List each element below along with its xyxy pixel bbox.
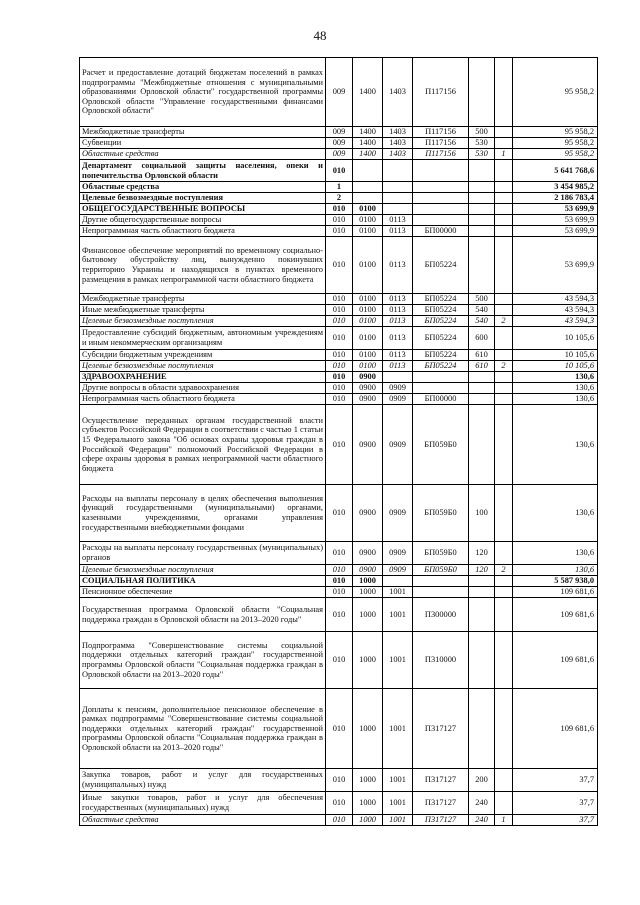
row-funding-source: [495, 769, 513, 792]
row-funding-source: [495, 193, 513, 204]
row-amount: 95 958,2: [513, 138, 598, 149]
row-description: Непрограммная часть областного бюджета: [80, 394, 326, 405]
row-amount: 10 105,6: [513, 361, 598, 372]
row-section-code: 0100: [353, 294, 383, 305]
row-subsection-code: 0113: [383, 226, 413, 237]
row-expense-type: 200: [469, 769, 495, 792]
row-subsection-code: 0909: [383, 383, 413, 394]
row-subsection-code: 1001: [383, 598, 413, 632]
row-amount: 95 958,2: [513, 127, 598, 138]
row-description: СОЦИАЛЬНАЯ ПОЛИТИКА: [80, 576, 326, 587]
row-amount: 10 105,6: [513, 350, 598, 361]
row-expense-type: 500: [469, 127, 495, 138]
row-department-code: 010: [326, 405, 353, 485]
row-subsection-code: 0113: [383, 305, 413, 316]
row-target-article: БП05224: [413, 294, 469, 305]
row-section-code: [353, 160, 383, 182]
row-subsection-code: 0113: [383, 361, 413, 372]
row-funding-source: 1: [495, 149, 513, 160]
row-department-code: 010: [326, 689, 353, 769]
row-section-code: 0900: [353, 565, 383, 576]
row-subsection-code: 1001: [383, 792, 413, 815]
row-expense-type: [469, 598, 495, 632]
row-department-code: 010: [326, 350, 353, 361]
row-funding-source: [495, 160, 513, 182]
row-description: Закупка товаров, работ и услуг для государственных (муниципальных) нужд: [80, 769, 326, 792]
row-expense-type: [469, 193, 495, 204]
row-department-code: 010: [326, 361, 353, 372]
row-target-article: БП00000: [413, 394, 469, 405]
row-target-article: П117156: [413, 149, 469, 160]
row-target-article: БП05224: [413, 350, 469, 361]
row-amount: 130,6: [513, 485, 598, 542]
row-target-article: П117156: [413, 58, 469, 127]
row-target-article: П117156: [413, 127, 469, 138]
row-amount: 43 594,3: [513, 316, 598, 327]
row-target-article: П317127: [413, 815, 469, 826]
row-section-code: 0100: [353, 305, 383, 316]
row-subsection-code: 0113: [383, 350, 413, 361]
row-funding-source: 2: [495, 361, 513, 372]
row-target-article: БП00000: [413, 226, 469, 237]
row-funding-source: 2: [495, 316, 513, 327]
row-amount: 37,7: [513, 792, 598, 815]
row-description: Целевые безвозмездные поступления: [80, 565, 326, 576]
row-section-code: 0900: [353, 542, 383, 565]
row-section-code: 1400: [353, 127, 383, 138]
row-description: Финансовое обеспечение мероприятий по временному социально-бытовому обустройству лиц, вынужденно покинувших территорию Украины и находящихся в пунктах временного размещения в рамках непрограммной части областного бюджета: [80, 237, 326, 294]
row-funding-source: [495, 350, 513, 361]
row-section-code: 0900: [353, 485, 383, 542]
row-description: Целевые безвозмездные поступления: [80, 316, 326, 327]
row-description: Пенсионное обеспечение: [80, 587, 326, 598]
row-target-article: [413, 204, 469, 215]
row-section-code: [353, 182, 383, 193]
row-subsection-code: [383, 204, 413, 215]
row-subsection-code: 0113: [383, 215, 413, 226]
row-amount: 109 681,6: [513, 689, 598, 769]
row-description: Межбюджетные трансферты: [80, 294, 326, 305]
table-row: [80, 485, 598, 542]
row-department-code: 010: [326, 160, 353, 182]
row-section-code: 1000: [353, 587, 383, 598]
row-expense-type: 610: [469, 350, 495, 361]
row-amount: 43 594,3: [513, 305, 598, 316]
row-description: Доплаты к пенсиям, дополнительное пенсионное обеспечение в рамках подпрограммы "Совершенствование системы социальной поддержки отдельных категорий граждан" государственной программы Орловской области "Социальная поддержка граждан в Орловской области на 2013–2020 годы": [80, 689, 326, 769]
row-department-code: 010: [326, 576, 353, 587]
row-expense-type: [469, 58, 495, 127]
row-target-article: П117156: [413, 138, 469, 149]
row-description: Целевые безвозмездные поступления: [80, 361, 326, 372]
row-section-code: 1000: [353, 769, 383, 792]
table-row: [80, 305, 598, 316]
row-target-article: БП05224: [413, 316, 469, 327]
row-expense-type: [469, 576, 495, 587]
row-department-code: 010: [326, 598, 353, 632]
table-row: [80, 383, 598, 394]
row-section-code: 0900: [353, 372, 383, 383]
row-department-code: 009: [326, 138, 353, 149]
row-subsection-code: 1001: [383, 587, 413, 598]
row-funding-source: [495, 182, 513, 193]
table-row: [80, 769, 598, 792]
row-section-code: 0100: [353, 316, 383, 327]
row-section-code: 0100: [353, 204, 383, 215]
row-target-article: П317127: [413, 689, 469, 769]
row-department-code: 010: [326, 394, 353, 405]
row-subsection-code: 1403: [383, 58, 413, 127]
row-section-code: 0100: [353, 237, 383, 294]
row-subsection-code: [383, 182, 413, 193]
row-description: Областные средства: [80, 149, 326, 160]
page-number: 48: [313, 28, 327, 43]
row-subsection-code: 0909: [383, 485, 413, 542]
row-department-code: 2: [326, 193, 353, 204]
row-description: Непрограммная часть областного бюджета: [80, 226, 326, 237]
table-row: [80, 361, 598, 372]
row-subsection-code: 0909: [383, 542, 413, 565]
table-row: [80, 138, 598, 149]
row-description: Государственная программа Орловской области "Социальная поддержка граждан в Орловской области на 2013–2020 годы": [80, 598, 326, 632]
row-department-code: 010: [326, 587, 353, 598]
row-department-code: 010: [326, 316, 353, 327]
row-expense-type: [469, 372, 495, 383]
row-subsection-code: [383, 193, 413, 204]
row-expense-type: [469, 182, 495, 193]
row-department-code: 010: [326, 204, 353, 215]
row-subsection-code: 0909: [383, 565, 413, 576]
row-section-code: 0100: [353, 215, 383, 226]
row-description: Областные средства: [80, 182, 326, 193]
row-subsection-code: 1001: [383, 689, 413, 769]
row-target-article: БП059Б0: [413, 542, 469, 565]
row-expense-type: 530: [469, 149, 495, 160]
row-amount: 130,6: [513, 383, 598, 394]
row-funding-source: [495, 632, 513, 689]
row-target-article: БП059Б0: [413, 485, 469, 542]
row-expense-type: [469, 405, 495, 485]
row-section-code: 1400: [353, 149, 383, 160]
table-row: [80, 576, 598, 587]
row-description: ЗДРАВООХРАНЕНИЕ: [80, 372, 326, 383]
row-target-article: П317127: [413, 792, 469, 815]
row-description: Иные межбюджетные трансферты: [80, 305, 326, 316]
row-department-code: 010: [326, 372, 353, 383]
row-amount: 3 454 985,2: [513, 182, 598, 193]
table-row: [80, 149, 598, 160]
row-funding-source: [495, 598, 513, 632]
row-department-code: 010: [326, 327, 353, 350]
row-target-article: БП05224: [413, 361, 469, 372]
row-section-code: 1000: [353, 576, 383, 587]
row-department-code: 010: [326, 769, 353, 792]
table-row: [80, 204, 598, 215]
row-expense-type: [469, 237, 495, 294]
row-target-article: П317127: [413, 769, 469, 792]
table-row: [80, 327, 598, 350]
row-section-code: 1000: [353, 792, 383, 815]
row-target-article: БП05224: [413, 327, 469, 350]
row-expense-type: 240: [469, 792, 495, 815]
row-department-code: 010: [326, 815, 353, 826]
row-funding-source: [495, 576, 513, 587]
row-section-code: 1000: [353, 689, 383, 769]
row-description: Другие общегосударственные вопросы: [80, 215, 326, 226]
row-description: Расчет и предоставление дотаций бюджетам поселений в рамках подпрограммы "Межбюджетные отношения с муниципальными образованиями Орловской области" государственной программы Орловской области "Управление государственными финансами Орловской области": [80, 58, 326, 127]
table-row: [80, 316, 598, 327]
table-row: [80, 58, 598, 127]
row-amount: 130,6: [513, 394, 598, 405]
row-amount: 109 681,6: [513, 587, 598, 598]
row-funding-source: [495, 215, 513, 226]
row-funding-source: [495, 542, 513, 565]
row-funding-source: [495, 226, 513, 237]
row-target-article: П300000: [413, 598, 469, 632]
row-description: ОБЩЕГОСУДАРСТВЕННЫЕ ВОПРОСЫ: [80, 204, 326, 215]
table-body: [80, 58, 598, 826]
row-section-code: 1000: [353, 815, 383, 826]
row-subsection-code: 0909: [383, 394, 413, 405]
row-section-code: 0100: [353, 327, 383, 350]
row-expense-type: 530: [469, 138, 495, 149]
row-amount: 53 699,9: [513, 215, 598, 226]
row-description: Предоставление субсидий бюджетным, автономным учреждениям и иным некоммерческим организациям: [80, 327, 326, 350]
row-subsection-code: 1001: [383, 769, 413, 792]
row-target-article: [413, 576, 469, 587]
row-subsection-code: 0113: [383, 237, 413, 294]
row-subsection-code: 1001: [383, 815, 413, 826]
row-section-code: 0900: [353, 394, 383, 405]
row-funding-source: [495, 127, 513, 138]
row-department-code: 010: [326, 632, 353, 689]
row-target-article: БП059Б0: [413, 565, 469, 576]
row-expense-type: 120: [469, 565, 495, 576]
row-funding-source: [495, 792, 513, 815]
row-department-code: 010: [326, 565, 353, 576]
row-department-code: 010: [326, 542, 353, 565]
row-subsection-code: 0909: [383, 405, 413, 485]
table-row: [80, 815, 598, 826]
row-department-code: 010: [326, 226, 353, 237]
budget-table: [79, 57, 598, 826]
row-department-code: 009: [326, 127, 353, 138]
row-department-code: 010: [326, 792, 353, 815]
row-funding-source: [495, 138, 513, 149]
table-row: [80, 689, 598, 769]
table-row: [80, 587, 598, 598]
row-amount: 43 594,3: [513, 294, 598, 305]
row-funding-source: [495, 383, 513, 394]
row-target-article: [413, 182, 469, 193]
row-section-code: 1000: [353, 632, 383, 689]
table-row: [80, 565, 598, 576]
row-subsection-code: [383, 160, 413, 182]
table-row: [80, 294, 598, 305]
row-department-code: 009: [326, 149, 353, 160]
row-funding-source: [495, 372, 513, 383]
row-funding-source: [495, 394, 513, 405]
row-funding-source: [495, 485, 513, 542]
row-description: Подпрограмма "Совершенствование системы социальной поддержки отдельных категорий граждан" государственной программы Орловской области "Социальная поддержка граждан в Орловской области на 2013–2020 годы": [80, 632, 326, 689]
row-funding-source: [495, 204, 513, 215]
row-target-article: [413, 193, 469, 204]
row-section-code: 1400: [353, 58, 383, 127]
table-row: [80, 215, 598, 226]
row-funding-source: 1: [495, 815, 513, 826]
row-section-code: 0900: [353, 383, 383, 394]
table-row: [80, 226, 598, 237]
row-section-code: 1000: [353, 598, 383, 632]
row-amount: 109 681,6: [513, 632, 598, 689]
row-amount: 130,6: [513, 372, 598, 383]
row-expense-type: 120: [469, 542, 495, 565]
row-expense-type: [469, 632, 495, 689]
row-target-article: [413, 215, 469, 226]
row-target-article: [413, 383, 469, 394]
row-amount: 2 186 783,4: [513, 193, 598, 204]
row-subsection-code: 1403: [383, 138, 413, 149]
row-target-article: [413, 372, 469, 383]
row-department-code: 010: [326, 305, 353, 316]
row-funding-source: [495, 237, 513, 294]
row-description: Целевые безвозмездные поступления: [80, 193, 326, 204]
row-expense-type: 540: [469, 305, 495, 316]
row-target-article: [413, 160, 469, 182]
table-row: [80, 792, 598, 815]
row-expense-type: 610: [469, 361, 495, 372]
row-section-code: [353, 193, 383, 204]
table-row: [80, 372, 598, 383]
row-amount: 37,7: [513, 769, 598, 792]
table-row: [80, 193, 598, 204]
row-target-article: БП05224: [413, 237, 469, 294]
row-amount: 10 105,6: [513, 327, 598, 350]
row-funding-source: [495, 689, 513, 769]
row-subsection-code: 1001: [383, 632, 413, 689]
row-funding-source: [495, 587, 513, 598]
row-amount: 53 699,9: [513, 204, 598, 215]
row-department-code: 009: [326, 58, 353, 127]
row-amount: 95 958,2: [513, 58, 598, 127]
row-amount: 53 699,9: [513, 237, 598, 294]
row-description: Межбюджетные трансферты: [80, 127, 326, 138]
table-row: [80, 598, 598, 632]
row-funding-source: [495, 294, 513, 305]
row-funding-source: [495, 327, 513, 350]
row-expense-type: 540: [469, 316, 495, 327]
row-department-code: 1: [326, 182, 353, 193]
row-department-code: 010: [326, 237, 353, 294]
row-section-code: 0100: [353, 361, 383, 372]
row-subsection-code: 1403: [383, 149, 413, 160]
row-department-code: 010: [326, 485, 353, 542]
row-expense-type: [469, 383, 495, 394]
row-expense-type: [469, 587, 495, 598]
row-section-code: 1400: [353, 138, 383, 149]
row-amount: 5 641 768,6: [513, 160, 598, 182]
row-subsection-code: 1403: [383, 127, 413, 138]
row-amount: 130,6: [513, 405, 598, 485]
row-description: Расходы на выплаты персоналу государственных (муниципальных) органов: [80, 542, 326, 565]
row-subsection-code: 0113: [383, 316, 413, 327]
row-department-code: 010: [326, 294, 353, 305]
table-row: [80, 405, 598, 485]
row-subsection-code: [383, 372, 413, 383]
row-expense-type: 100: [469, 485, 495, 542]
row-target-article: П310000: [413, 632, 469, 689]
row-amount: 109 681,6: [513, 598, 598, 632]
table-row: [80, 237, 598, 294]
row-description: Иные закупки товаров, работ и услуг для обеспечения государственных (муниципальных) нужд: [80, 792, 326, 815]
row-department-code: 010: [326, 383, 353, 394]
table-row: [80, 160, 598, 182]
row-subsection-code: [383, 576, 413, 587]
row-subsection-code: 0113: [383, 327, 413, 350]
row-amount: 53 699,9: [513, 226, 598, 237]
row-expense-type: 600: [469, 327, 495, 350]
table-row: [80, 632, 598, 689]
row-funding-source: [495, 305, 513, 316]
row-expense-type: [469, 394, 495, 405]
row-expense-type: 240: [469, 815, 495, 826]
row-section-code: 0100: [353, 226, 383, 237]
row-target-article: [413, 587, 469, 598]
row-description: Областные средства: [80, 815, 326, 826]
row-description: Департамент социальной защиты населения, опеки и попечительства Орловской области: [80, 160, 326, 182]
row-amount: 130,6: [513, 565, 598, 576]
table-row: [80, 127, 598, 138]
row-description: Расходы на выплаты персоналу в целях обеспечения выполнения функций государственными (муниципальными) органами, казенными учреждениями, органами управления государственными внебюджетными фондами: [80, 485, 326, 542]
row-funding-source: [495, 405, 513, 485]
row-expense-type: [469, 160, 495, 182]
row-expense-type: [469, 689, 495, 769]
row-funding-source: 2: [495, 565, 513, 576]
row-description: Субсидии бюджетным учреждениям: [80, 350, 326, 361]
row-target-article: БП059Б0: [413, 405, 469, 485]
row-expense-type: 500: [469, 294, 495, 305]
row-section-code: 0100: [353, 350, 383, 361]
table-row: [80, 542, 598, 565]
row-amount: 130,6: [513, 542, 598, 565]
row-description: Субвенции: [80, 138, 326, 149]
row-expense-type: [469, 226, 495, 237]
row-amount: 5 587 938,0: [513, 576, 598, 587]
row-subsection-code: 0113: [383, 294, 413, 305]
table-row: [80, 182, 598, 193]
row-amount: 37,7: [513, 815, 598, 826]
row-description: Другие вопросы в области здравоохранения: [80, 383, 326, 394]
row-target-article: БП05224: [413, 305, 469, 316]
table-row: [80, 350, 598, 361]
row-section-code: 0900: [353, 405, 383, 485]
row-department-code: 010: [326, 215, 353, 226]
row-expense-type: [469, 204, 495, 215]
row-amount: 95 958,2: [513, 149, 598, 160]
row-expense-type: [469, 215, 495, 226]
table-row: [80, 394, 598, 405]
row-funding-source: [495, 58, 513, 127]
row-description: Осуществление переданных органам государственной власти субъектов Российской Федерации в соответствии с частью 1 статьи 15 Федерального закона "Об основах охраны здоровья граждан в Российской Федерации" полномочий Российской Федерации в сфере охраны здоровья в рамках непрограммной части областного бюджета: [80, 405, 326, 485]
